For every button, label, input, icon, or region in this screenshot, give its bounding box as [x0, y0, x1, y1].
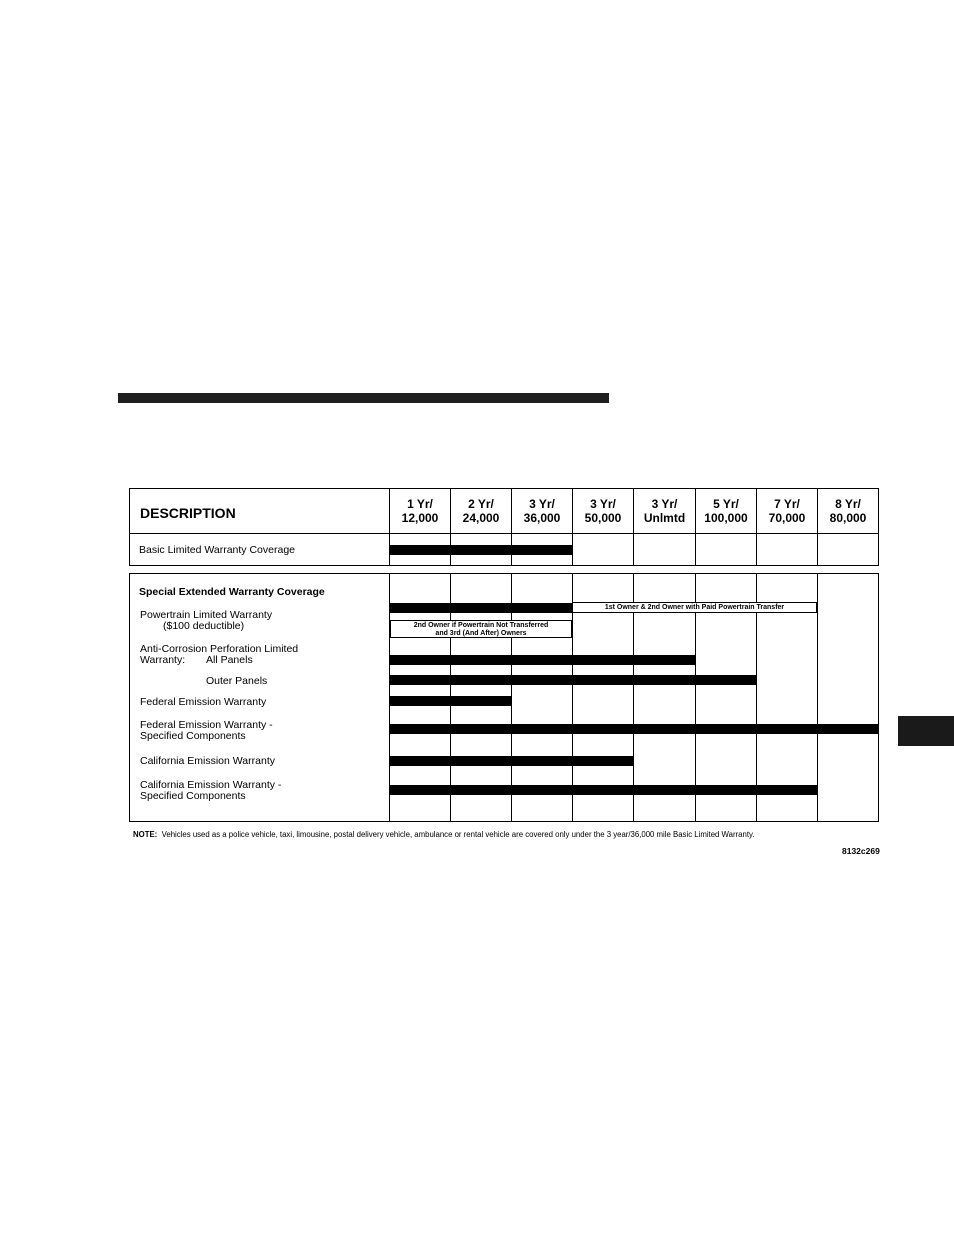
powertrain-first-owner-callout [572, 602, 817, 613]
all-panels-label: All Panels [206, 654, 253, 666]
chapter-thumb-tab [898, 716, 954, 746]
column-header-6 [696, 489, 756, 533]
column-header-line: Unlmtd [643, 511, 686, 525]
column-header-8 [818, 489, 878, 533]
special-coverage-heading: Special Extended Warranty Coverage [139, 586, 325, 598]
column-header-3 [512, 489, 572, 533]
column-header-line: 24,000 [462, 511, 500, 525]
column-header-line: 36,000 [523, 511, 561, 525]
all-panels-bar [390, 655, 695, 665]
column-header-line: 70,000 [768, 511, 806, 525]
note-text: Vehicles used as a police vehicle, taxi, limousine, postal delivery vehicle, ambulance or rental vehicle are covered only under the 3 year/36,000 mile Basic Limited Warranty. [161, 830, 755, 839]
figure-id: 8132c269 [842, 846, 880, 856]
description-header: DESCRIPTION [140, 505, 236, 521]
federal-emission-label: Federal Emission Warranty [140, 696, 267, 708]
column-header-line: 3 Yr/ [529, 497, 555, 511]
california-emission-label: California Emission Warranty [140, 755, 275, 767]
section-header-bar [118, 393, 609, 403]
column-header-line: 7 Yr/ [774, 497, 800, 511]
california-specified-components-label: Specified Components [140, 790, 246, 802]
column-header-line: 3 Yr/ [651, 497, 678, 511]
column-header-line: 80,000 [829, 511, 867, 525]
california-emission-bar [390, 756, 633, 766]
federal-specified-label: Federal Emission Warranty - [140, 719, 273, 731]
note-prefix: NOTE: [133, 830, 158, 839]
column-header-4 [573, 489, 633, 533]
federal-specified-components-label: Specified Components [140, 730, 246, 742]
powertrain-second-owner-callout [390, 620, 572, 638]
col-line [817, 573, 818, 822]
column-header-line: 8 Yr/ [835, 497, 861, 511]
powertrain-deductible-label: ($100 deductible) [163, 620, 245, 632]
basic-warranty-bar [390, 545, 572, 555]
powertrain-label: Powertrain Limited Warranty [140, 609, 273, 621]
column-header-7 [757, 489, 817, 533]
powertrain-bar [390, 603, 572, 613]
header-divider [129, 533, 879, 534]
basic-warranty-label: Basic Limited Warranty Coverage [139, 544, 296, 556]
outer-panels-bar [390, 675, 756, 685]
column-header-line: 5 Yr/ [713, 497, 739, 511]
callout-text: 2nd Owner if Powertrain Not Transferred [413, 622, 549, 629]
column-header-line: 12,000 [401, 511, 439, 525]
column-header-1 [390, 489, 450, 533]
callout-text: and 3rd (And After) Owners [435, 630, 527, 637]
table-note [133, 830, 754, 839]
anticorrosion-warranty-label: Warranty: [140, 654, 186, 666]
column-header-line: 2 Yr/ [468, 497, 494, 511]
callout-text: 1st Owner & 2nd Owner with Paid Powertrain Transfer [604, 604, 785, 611]
column-header-line: 50,000 [584, 511, 622, 525]
california-specified-label: California Emission Warranty - [140, 779, 282, 791]
column-header-line: 1 Yr/ [407, 497, 433, 511]
federal-emission-bar [390, 696, 511, 706]
outer-panels-label: Outer Panels [206, 675, 268, 687]
column-header-5 [634, 489, 695, 533]
federal-specified-bar [390, 724, 879, 734]
column-header-line: 3 Yr/ [590, 497, 616, 511]
column-header-2 [451, 489, 511, 533]
column-header-line: 100,000 [704, 511, 748, 525]
anticorrosion-label: Anti-Corrosion Perforation Limited [140, 643, 299, 655]
california-specified-bar [390, 785, 817, 795]
